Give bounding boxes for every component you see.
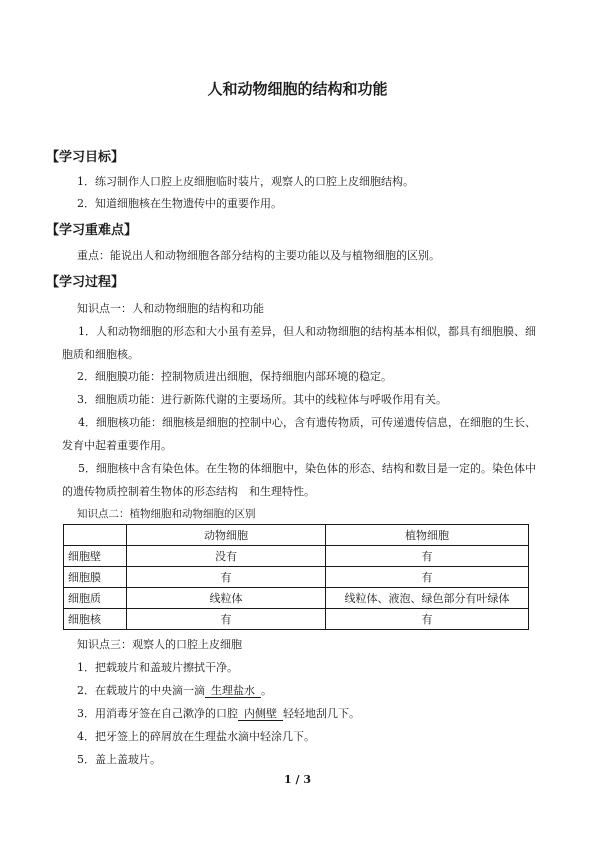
goals-heading: 【学习目标】	[46, 150, 125, 165]
kp3-title: 知识点三：观察人的口腔上皮细胞	[77, 638, 242, 651]
kp1-item: 1．人和动物细胞的形态和大小虽有差异，但人和动物细胞的结构基本相似，都具有细胞膜、细胞质和细胞核。	[62, 325, 536, 361]
step-text: 3．用消毒牙签在自己漱净的口腔	[77, 707, 238, 720]
table-cell: 有	[127, 567, 326, 588]
table-cell: 没有	[127, 546, 326, 567]
table-cell: 有	[326, 567, 529, 588]
step-text: 2．在载玻片的中央滴一滴	[77, 684, 205, 697]
kp1-item: 2．细胞膜功能：控制物质进出细胞，保持细胞内部环境的稳定。	[77, 370, 392, 383]
kp3-step: 1．把载玻片和盖玻片擦拭干净。	[77, 661, 238, 674]
table-header-animal: 动物细胞	[127, 525, 326, 546]
table-row	[64, 546, 529, 567]
kp1-title: 知识点一：人和动物细胞的结构和功能	[77, 302, 264, 315]
fill-blank-answer: 生理盐水	[205, 684, 261, 698]
table-row-label: 细胞质	[64, 588, 127, 609]
table-cell: 线粒体、液泡、绿色部分有叶绿体	[326, 588, 529, 609]
table-row-label: 细胞核	[64, 609, 127, 630]
table-cell: 有	[127, 609, 326, 630]
page-number: 1 / 3	[284, 773, 311, 786]
kp3-step: 5．盖上盖玻片。	[77, 753, 161, 766]
goal-item: 2．知道细胞核在生物遗传中的重要作用。	[77, 197, 282, 210]
process-heading: 【学习过程】	[46, 275, 125, 290]
fill-blank-answer: 内侧壁	[238, 707, 283, 721]
step-text: 轻轻地刮几下。	[283, 707, 360, 720]
table-row-label: 细胞膜	[64, 567, 127, 588]
table-row	[64, 567, 529, 588]
kp3-step	[77, 680, 272, 702]
table-header-plant: 植物细胞	[326, 525, 529, 546]
table-cell: 有	[326, 609, 529, 630]
difficulty-heading: 【学习重难点】	[46, 223, 138, 238]
table-cell: 有	[326, 546, 529, 567]
difficulty-text: 重点：能说出人和动物细胞各部分结构的主要功能以及与植物细胞的区别。	[77, 249, 440, 262]
step-text: 。	[261, 684, 272, 697]
table-row-label: 细胞壁	[64, 546, 127, 567]
kp1-item: 4．细胞核功能：细胞核是细胞的控制中心，含有遗传物质，可传递遗传信息，在细胞的生长、发育中起着重要作用。	[62, 416, 536, 452]
goal-item: 1．练习制作人口腔上皮细胞临时装片，观察人的口腔上皮细胞结构。	[77, 175, 414, 188]
table-cell: 线粒体	[127, 588, 326, 609]
table-header-row	[64, 525, 529, 546]
kp3-step: 4．把牙签上的碎屑放在生理盐水滴中轻涂几下。	[77, 730, 315, 743]
kp1-item: 3．细胞质功能：进行新陈代谢的主要场所。其中的线粒体与呼吸作用有关。	[77, 393, 447, 406]
table-cell	[64, 525, 127, 546]
kp2-title: 知识点二：植物细胞和动物细胞的区别	[77, 508, 256, 520]
comparison-table	[63, 524, 529, 630]
kp1-item: 5．细胞核中含有染色体。在生物的体细胞中，染色体的形态、结构和数目是一定的。染色体中的遗传物质控制着生物体的形态结构 和生理特性。	[62, 462, 536, 498]
table-row	[64, 609, 529, 630]
kp3-step	[77, 703, 360, 725]
table-row	[64, 588, 529, 609]
page-title: 人和动物细胞的结构和功能	[207, 80, 388, 98]
